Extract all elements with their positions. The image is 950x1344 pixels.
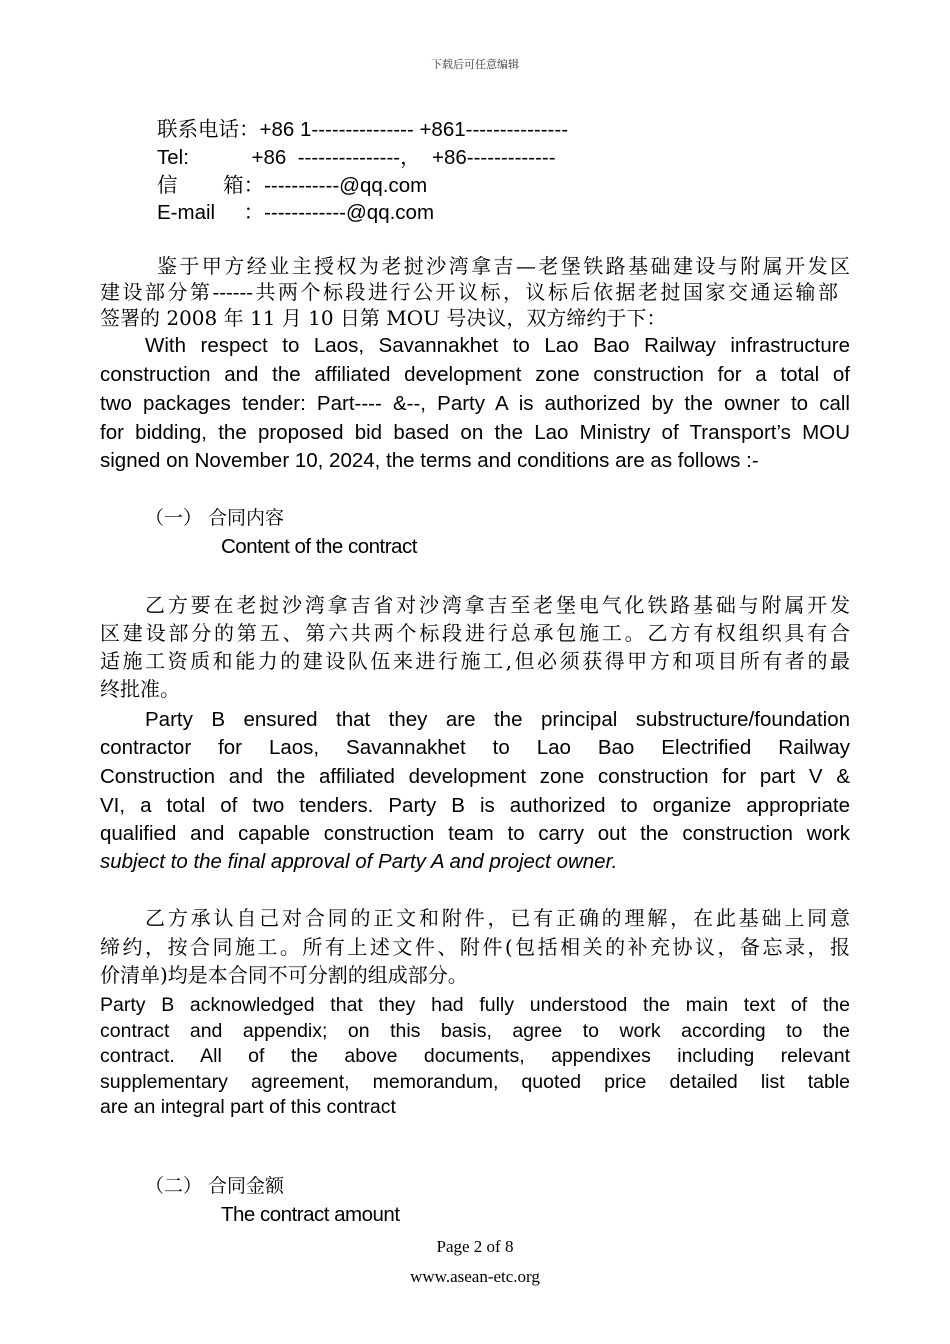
text-line: Construction and the affiliated development zone construction for part V & (100, 765, 850, 788)
text-line: 建设部分第------共两个标段进行公开议标，议标后依据老挝国家交通运输部 (100, 280, 838, 304)
contact-mail-zh: 信 箱：-----------@qq.com (157, 174, 428, 197)
text-line: signed on November 10, 2024, the terms and conditions are as follows :- (100, 449, 759, 472)
text-line: qualified and capable construction team to carry out the construction work (100, 822, 850, 845)
text-line: Party B acknowledged that they had fully understood the main text of the (100, 994, 850, 1016)
text-line: 缔约，按合同施工。所有上述文件、附件(包括相关的补充协议，备忘录，报 (100, 935, 850, 959)
section2-title-en: The contract amount (221, 1203, 400, 1226)
text-line: With respect to Laos, Savannakhet to Lao Bao Railway infrastructure (145, 334, 850, 357)
header-note: 下载后可任意编辑 (431, 58, 519, 71)
contact-tel: Tel: +86 ---------------， +86------------- (157, 146, 556, 169)
text-line: 终批准。 (100, 677, 180, 701)
section2-title-zh: （二） 合同金额 (145, 1175, 285, 1197)
text-line: 适施工资质和能力的建设队伍来进行施工,但必须获得甲方和项目所有者的最 (100, 649, 850, 673)
text-line: supplementary agreement, memorandum, quoted price detailed list table (100, 1071, 850, 1093)
text-line: 乙方要在老挝沙湾拿吉省对沙湾拿吉至老堡电气化铁路基础与附属开发 (145, 593, 850, 617)
text-line: 鉴于甲方经业主授权为老挝沙湾拿吉—老堡铁路基础建设与附属开发区 (157, 254, 850, 278)
page-number: Page 2 of 8 (436, 1237, 514, 1256)
text-line: 签署的 2008 年 11 月 10 日第 MOU 号决议，双方缔约于下： (100, 306, 667, 330)
text-line: two packages tender: Part---- &--, Party A is authorized by the owner to call (100, 392, 850, 415)
text-line: construction and the affiliated development zone construction for a total of (100, 363, 850, 386)
text-line: are an integral part of this contract (100, 1096, 396, 1118)
text-line: for bidding, the proposed bid based on the Lao Ministry of Transport’s MOU (100, 421, 850, 444)
contact-email: E-mail ：------------@qq.com (157, 201, 435, 224)
text-line: Party B ensured that they are the principal substructure/foundation (145, 708, 850, 731)
section1-title-zh: （一） 合同内容 (145, 507, 285, 529)
text-line: subject to the final approval of Party A and project owner. (100, 850, 618, 873)
contact-phone-zh: 联系电话：+86 1--------------- +861--------------- (157, 118, 569, 141)
text-line: contract and appendix; on this basis, agree to work according to the (100, 1020, 850, 1042)
footer-url[interactable]: www.asean-etc.org (410, 1267, 540, 1286)
section1-title-en: Content of the contract (221, 535, 417, 558)
text-line: contractor for Laos, Savannakhet to Lao Bao Electrified Railway (100, 736, 850, 759)
text-line: 价清单)均是本合同不可分割的组成部分。 (100, 963, 468, 987)
text-line: 乙方承认自己对合同的正文和附件，已有正确的理解，在此基础上同意 (145, 906, 850, 930)
text-line: contract. All of the above documents, appendixes including relevant (100, 1045, 850, 1067)
text-line: 区建设部分的第五、第六共两个标段进行总承包施工。乙方有权组织具有合 (100, 621, 850, 645)
text-line: VI, a total of two tenders. Party B is authorized to organize appropriate (100, 794, 850, 817)
